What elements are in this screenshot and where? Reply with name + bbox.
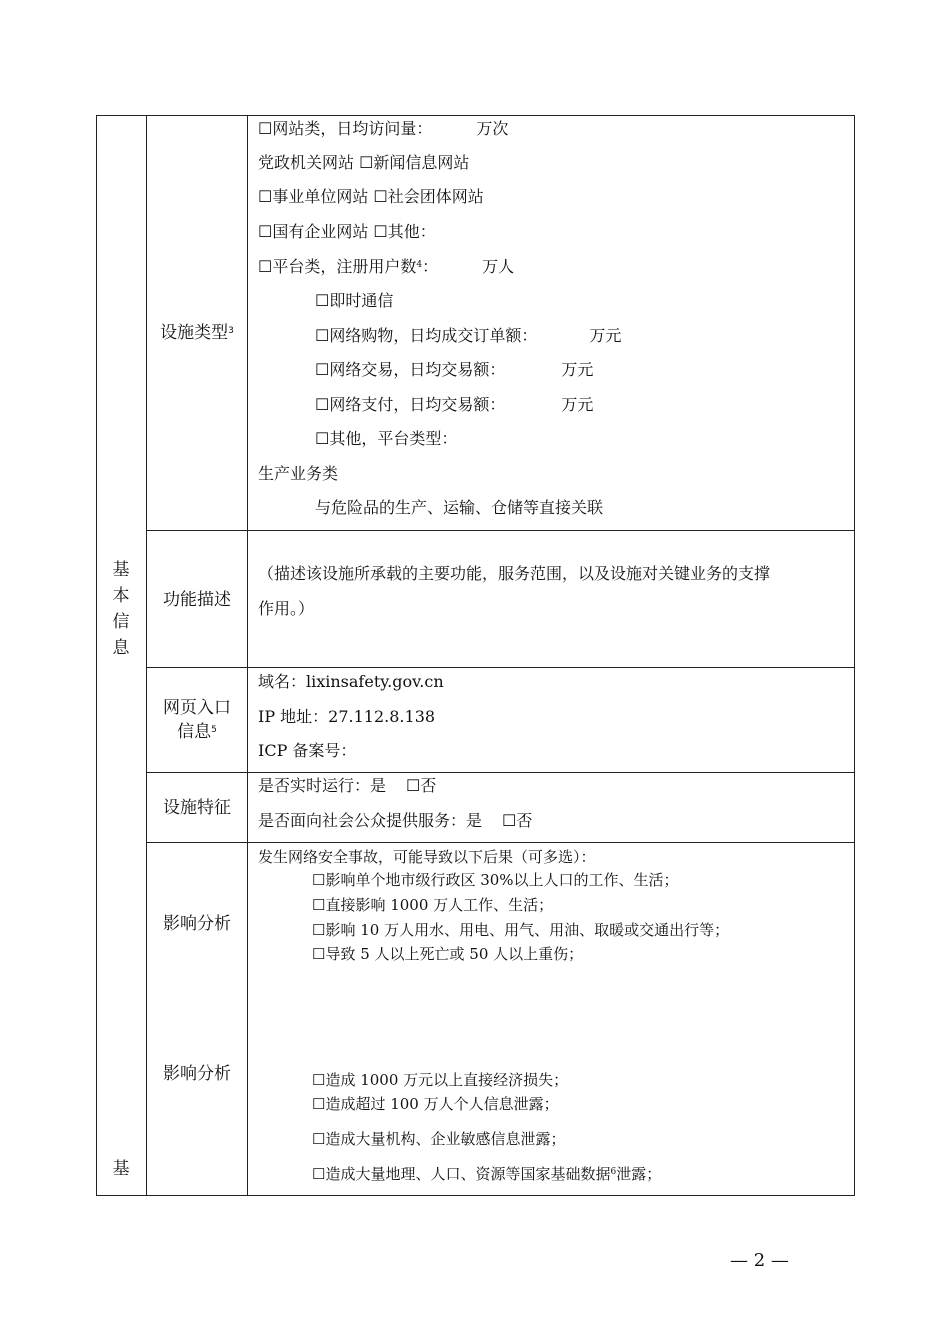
function-description-cont[interactable]: 作用。） [258,599,315,618]
sidebar-label [96,557,146,661]
column-divider [146,115,147,1196]
sidebar-char: 信 [112,612,130,632]
page-number: — 2 — [730,1250,789,1271]
sidebar-char: 息 [112,638,130,658]
row-divider [146,842,855,843]
online-payment-option[interactable]: ☐网络支付，日均交易额： 万元 [315,395,594,414]
website-option[interactable]: ☐网站类，日均访问量： 万次 [258,119,509,138]
sidebar-continued-char: 基 [112,1159,130,1179]
column-divider [247,115,248,1196]
website-category-line[interactable]: ☐事业单位网站 ☐社会团体网站 [258,187,484,206]
icp-field[interactable]: ICP 备案号： [258,741,357,760]
features-label: 设施特征 [163,798,231,818]
impact-option[interactable]: ☐造成 1000 万元以上直接经济损失； [312,1071,569,1089]
impact-option[interactable]: ☐造成大量机构、企业敏感信息泄露； [312,1130,566,1148]
impact-analysis-label: 影响分析 [163,914,231,934]
ip-field[interactable]: IP 地址：27.112.8.138 [258,707,436,726]
sidebar-char: 本 [112,586,130,606]
domain-field[interactable]: 域名：lixinsafety.gov.cn [258,672,444,691]
online-trading-option[interactable]: ☐网络交易，日均交易额： 万元 [315,360,594,379]
other-platform-option[interactable]: ☐其他，平台类型： [315,429,458,448]
realtime-question[interactable]: 是否实时运行：是 ☐否 [258,776,437,795]
impact-intro: 发生网络安全事故，可能导致以下后果（可多选）： [258,848,596,866]
impact-option[interactable]: ☐导致 5 人以上死亡或 50 人以上重伤； [312,945,584,963]
website-category-line[interactable]: 党政机关网站 ☐新闻信息网站 [258,153,470,172]
impact-option[interactable]: ☐直接影响 1000 万人工作、生活； [312,896,554,914]
platform-option[interactable]: ☐平台类，注册用户数$^4$： 万人 [258,257,515,276]
entry-info-label: 网页入口 信息$^5$ [163,698,231,742]
impact-option[interactable]: ☐造成大量地理、人口、资源等国家基础数据$^6$泄露； [312,1165,662,1183]
public-service-question[interactable]: 是否面向社会公众提供服务：是 ☐否 [258,811,533,830]
row-divider [146,667,855,668]
row-divider [146,772,855,773]
function-label: 功能描述 [163,590,231,610]
hazard-association-option[interactable]: 与危险品的生产、运输、仓储等直接关联 [315,498,604,517]
impact-option[interactable]: ☐造成超过 100 万人个人信息泄露； [312,1095,559,1113]
production-category: 生产业务类 [258,464,339,483]
website-category-line[interactable]: ☐国有企业网站 ☐其他： [258,222,436,241]
impact-analysis-label: 影响分析 [163,1064,231,1084]
row-divider [146,530,855,531]
instant-messaging-option[interactable]: ☐即时通信 [315,291,394,310]
function-description[interactable]: （描述该设施所承载的主要功能，服务范围，以及设施对关键业务的支撑 [258,564,771,583]
facility-type-label: 设施类型$^3$ [160,323,234,343]
online-shopping-option[interactable]: ☐网络购物，日均成交订单额： 万元 [315,326,622,345]
impact-option[interactable]: ☐影响 10 万人用水、用电、用气、用油、取暖或交通出行等； [312,921,730,939]
sidebar-char: 基 [112,560,130,580]
impact-option[interactable]: ☐影响单个地市级行政区 30%以上人口的工作、生活； [312,871,679,889]
